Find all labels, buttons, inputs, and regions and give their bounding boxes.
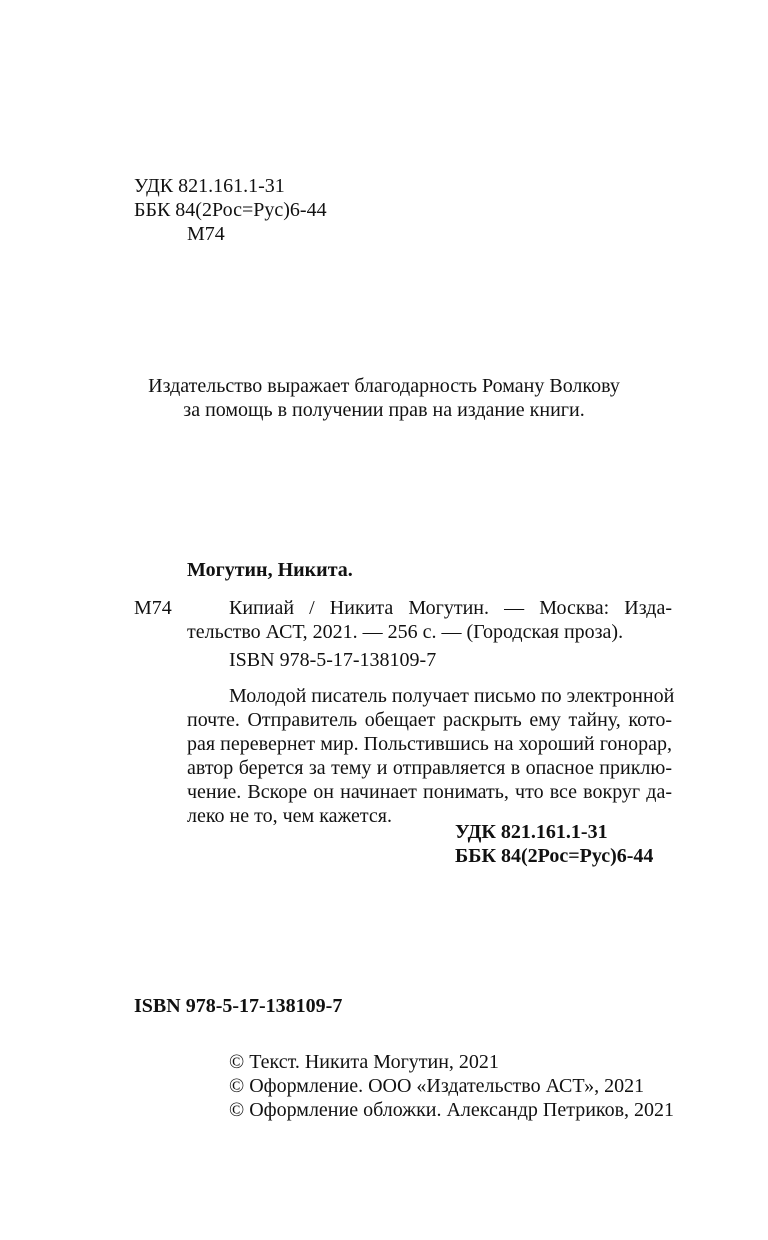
catalog-mark: М74 xyxy=(134,597,172,619)
acknowledgement-line-2: за помощь в получении прав на издание книги. xyxy=(183,399,585,421)
annotation-line: автор берется за тему и отправляется в опасное приклю- xyxy=(187,757,672,779)
catalog-entry-line-1: Кипиай / Никита Могутин. — Москва: Изда- xyxy=(229,597,672,619)
top-author-mark: М74 xyxy=(187,223,225,245)
top-bbk: ББК 84(2Рос=Рус)6-44 xyxy=(134,199,327,221)
copyright-line: © Оформление. ООО «Издательство АСТ», 2021 xyxy=(229,1075,645,1097)
annotation-line: почте. Отправитель обещает раскрыть ему тайну, кото- xyxy=(187,709,672,731)
catalog-udk: УДК 821.161.1-31 xyxy=(455,821,608,843)
catalog-bbk: ББК 84(2Рос=Рус)6-44 xyxy=(455,845,654,867)
catalog-author-heading: Могутин, Никита. xyxy=(187,559,353,581)
annotation-line: чение. Вскоре он начинает понимать, что все вокруг да- xyxy=(187,781,672,803)
top-udk: УДК 821.161.1-31 xyxy=(134,175,285,197)
acknowledgement-line-1: Издательство выражает благодарность Роману Волкову xyxy=(148,375,620,397)
catalog-isbn: ISBN 978-5-17-138109-7 xyxy=(229,649,437,671)
copyright-line: © Текст. Никита Могутин, 2021 xyxy=(229,1051,499,1073)
annotation-line: Молодой писатель получает письмо по электронной xyxy=(229,685,675,707)
annotation-line: рая перевернет мир. Польстившись на хороший гонорар, xyxy=(187,733,672,755)
catalog-entry-line-2: тельство АСТ, 2021. — 256 с. — (Городская проза). xyxy=(187,621,624,643)
annotation-line: леко не то, чем кажется. xyxy=(187,805,392,827)
bottom-isbn: ISBN 978-5-17-138109-7 xyxy=(134,995,343,1017)
copyright-line: © Оформление обложки. Александр Петриков, 2021 xyxy=(229,1099,675,1121)
